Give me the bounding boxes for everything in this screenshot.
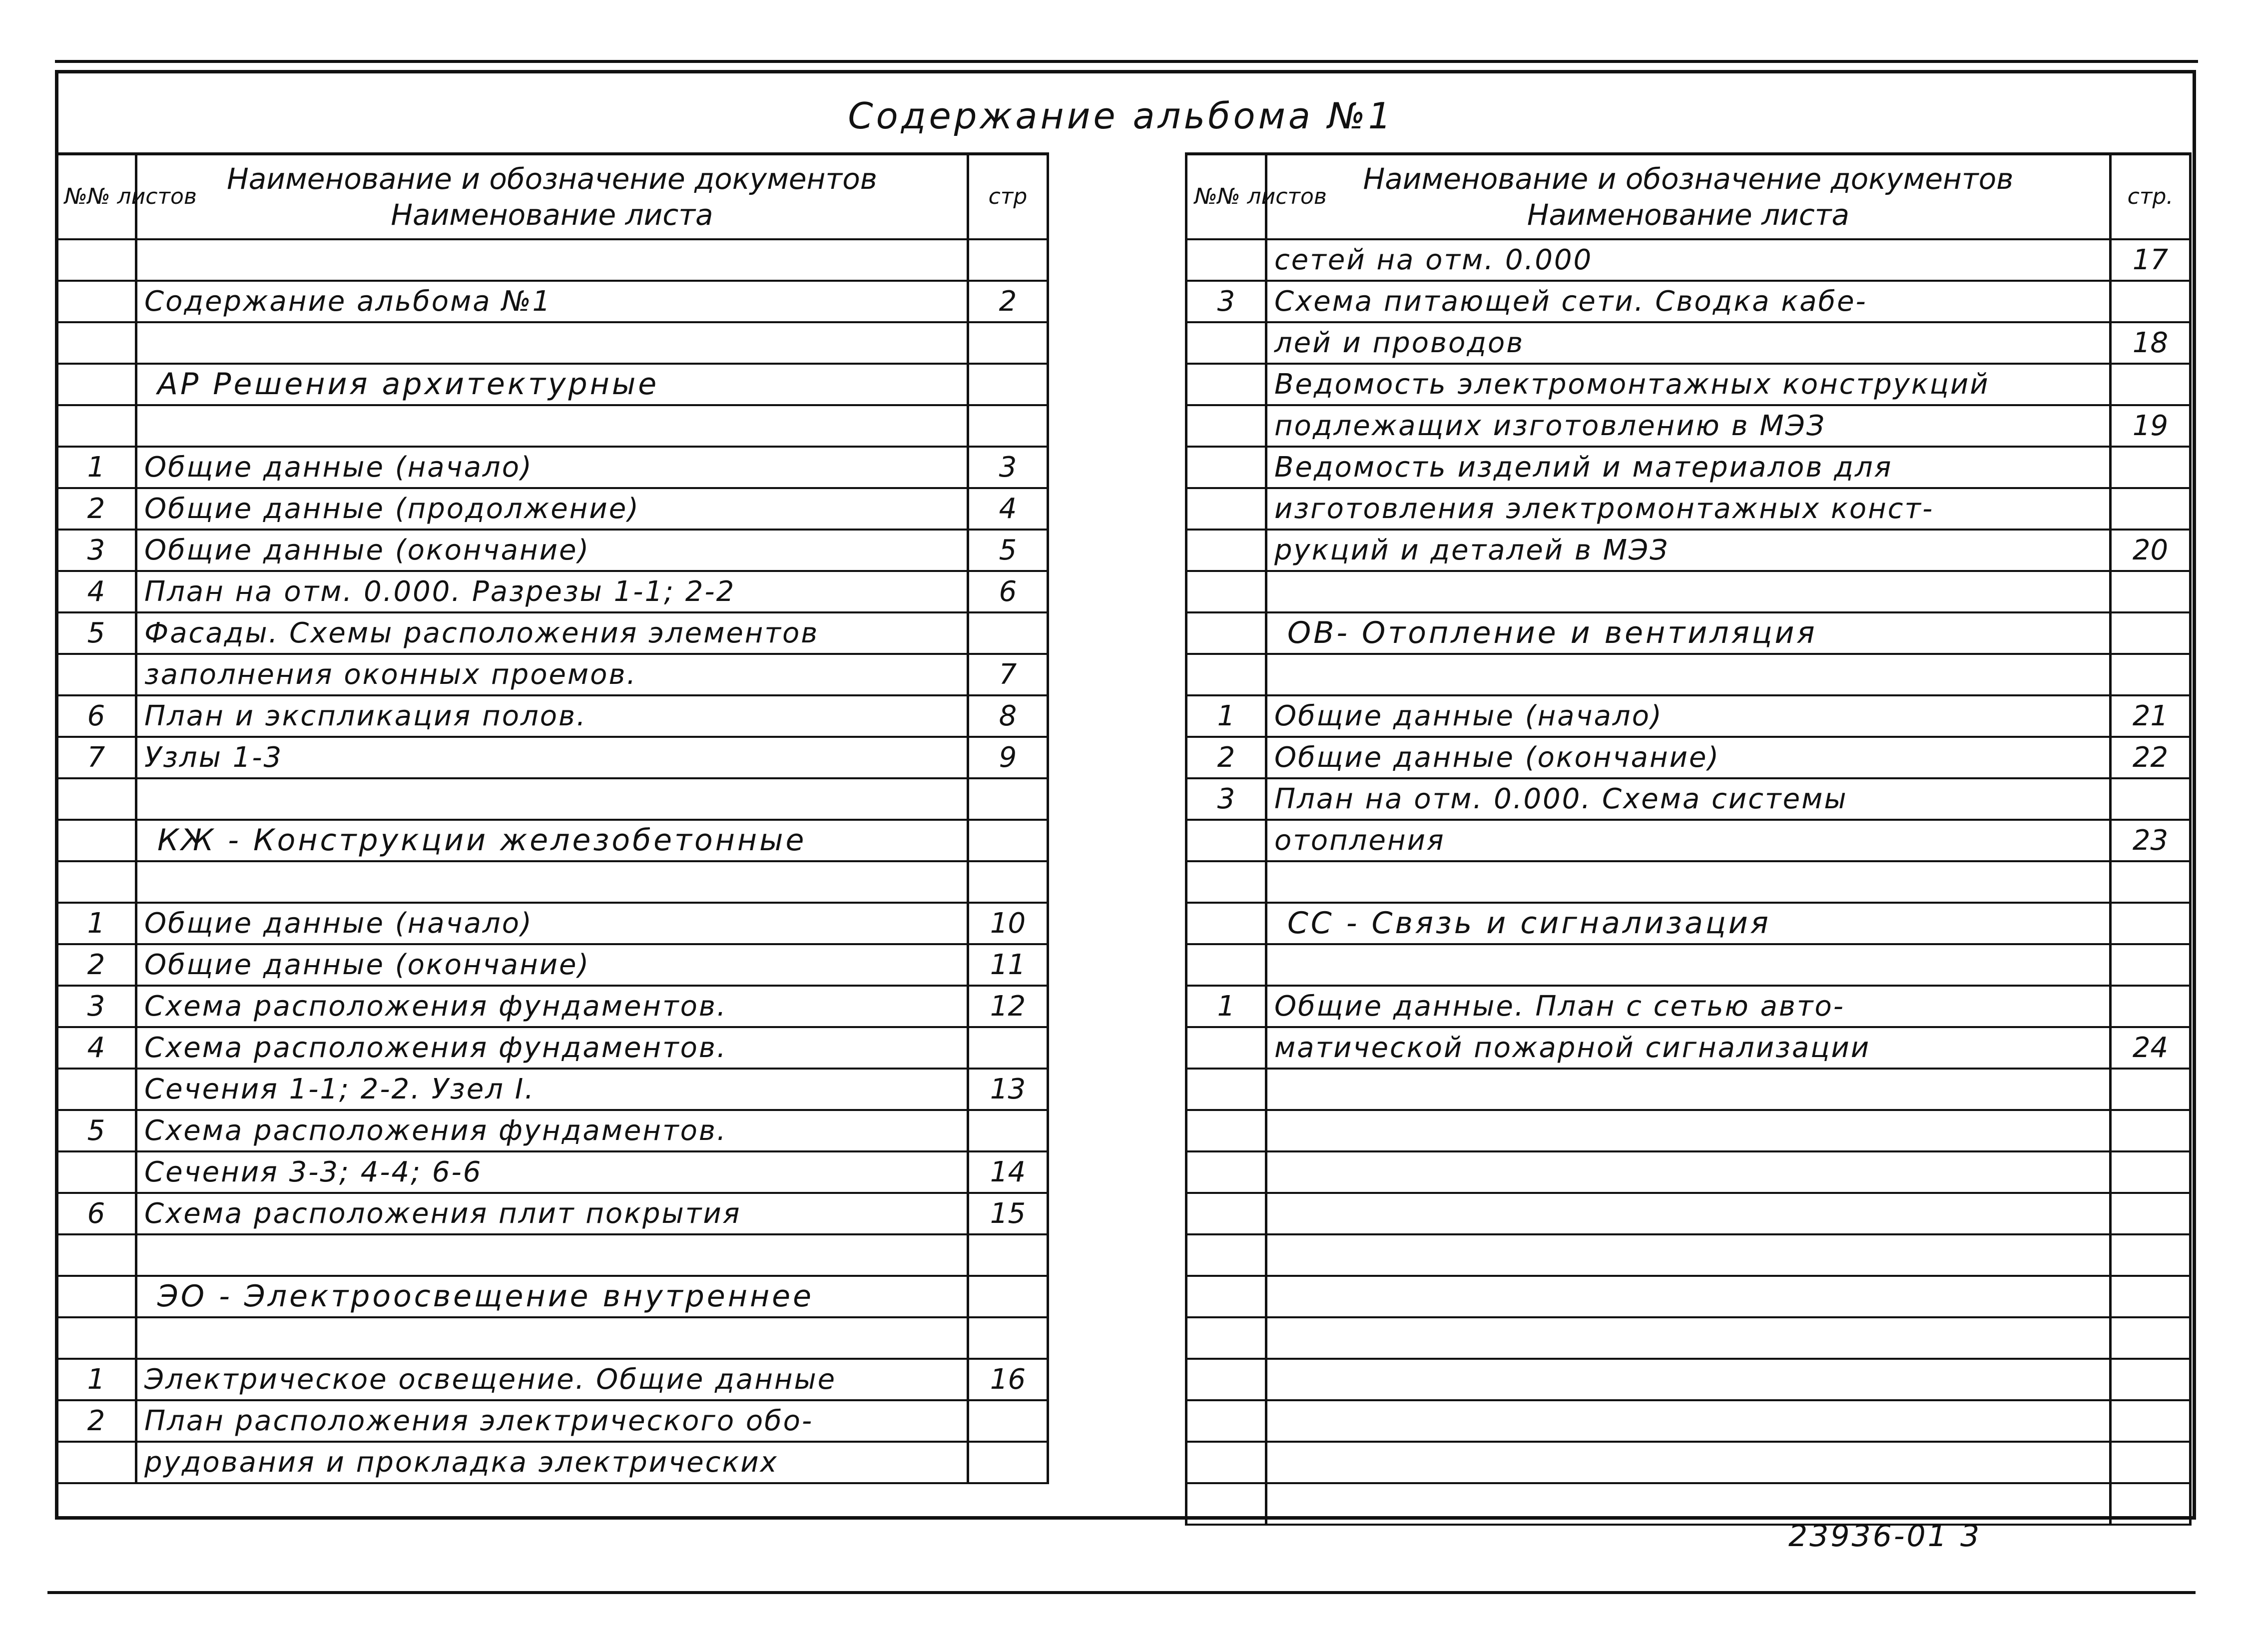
sheet-number-cell: 6 xyxy=(56,695,136,737)
table-row xyxy=(1186,447,2191,488)
page-number-cell xyxy=(2111,654,2191,695)
sheet-name-cell: ОВ- Отопление и вентиляция xyxy=(1266,612,2111,654)
sheet-number-cell: 1 xyxy=(56,1359,136,1400)
table-row xyxy=(1186,1317,2191,1359)
page-number-cell xyxy=(968,1400,1048,1442)
page-number-cell xyxy=(2111,612,2191,654)
page-number-cell xyxy=(2111,1069,2191,1110)
sheet-name-cell: заполнения оконных проемов. xyxy=(136,654,968,695)
table-row xyxy=(56,322,1048,364)
sheet-name-cell: Сечения 3-3; 4-4; 6-6 xyxy=(136,1151,968,1193)
sheet-number-cell xyxy=(56,239,136,281)
table-row xyxy=(56,903,1048,944)
sheet-number-cell xyxy=(1186,1110,1266,1151)
sheet-name-cell: СС - Связь и сигнализация xyxy=(1266,903,2111,944)
sheet-name-cell: ЭО - Электроосвещение внутреннее xyxy=(136,1276,968,1317)
page-number-cell xyxy=(968,364,1048,405)
contents-table-left xyxy=(55,152,1049,1484)
sheet-number-cell xyxy=(56,1069,136,1110)
page-number-cell xyxy=(968,778,1048,820)
table-row xyxy=(56,1359,1048,1400)
page-number-cell xyxy=(2111,1359,2191,1400)
header-sheet-number: №№ листов xyxy=(56,154,136,239)
table-row xyxy=(1186,737,2191,778)
page-number-cell xyxy=(2111,1483,2191,1525)
sheet-name-cell: Содержание альбома №1 xyxy=(136,281,968,322)
sheet-number-cell xyxy=(56,322,136,364)
page-number-cell xyxy=(968,1317,1048,1359)
page-number-cell xyxy=(2111,1110,2191,1151)
page-number-cell: 24 xyxy=(2111,1027,2191,1069)
sheet-name-cell: матической пожарной сигнализации xyxy=(1266,1027,2111,1069)
sheet-number-cell xyxy=(1186,654,1266,695)
section-row xyxy=(56,1276,1048,1317)
page-number-cell xyxy=(2111,1276,2191,1317)
sheet-number-cell xyxy=(1186,322,1266,364)
sheet-number-cell xyxy=(1186,405,1266,447)
page-number-cell: 3 xyxy=(968,447,1048,488)
sheet-name-cell xyxy=(1266,1193,2111,1234)
table-row xyxy=(1186,1276,2191,1317)
page-number-cell: 8 xyxy=(968,695,1048,737)
sheet-number-cell: 1 xyxy=(1186,986,1266,1027)
sheet-number-cell xyxy=(1186,1276,1266,1317)
document-code: 23936-01 3 xyxy=(1788,1519,1982,1554)
sheet-name-cell: подлежащих изготовлению в МЭЗ xyxy=(1266,405,2111,447)
sheet-number-cell: 2 xyxy=(56,1400,136,1442)
table-row xyxy=(1186,281,2191,322)
sheet-number-cell xyxy=(56,1151,136,1193)
sheet-name-cell: Фасады. Схемы расположения элементов xyxy=(136,612,968,654)
page-number-cell xyxy=(968,1276,1048,1317)
page-number-cell xyxy=(2111,1151,2191,1193)
header-page: стр xyxy=(968,154,1048,239)
sheet-name-cell: изготовления электромонтажных конст- xyxy=(1266,488,2111,530)
section-row xyxy=(1186,903,2191,944)
table-row xyxy=(1186,571,2191,612)
page-number-cell xyxy=(2111,1234,2191,1276)
header-name-line2: Наименование листа xyxy=(1527,198,1850,232)
page-number-cell: 5 xyxy=(968,530,1048,571)
page-number-cell: 6 xyxy=(968,571,1048,612)
table-row xyxy=(56,654,1048,695)
sheet-number-cell: 3 xyxy=(56,530,136,571)
table-body-right xyxy=(1186,239,2191,1525)
sheet-name-cell: Общие данные (начало) xyxy=(136,447,968,488)
sheet-number-cell: 1 xyxy=(56,903,136,944)
sheet-name-cell: Общие данные. План с сетью авто- xyxy=(1266,986,2111,1027)
table-row xyxy=(1186,1483,2191,1525)
table-row xyxy=(1186,1110,2191,1151)
table-row xyxy=(1186,820,2191,861)
page-number-cell xyxy=(968,405,1048,447)
sheet-name-cell: КЖ - Конструкции железобетонные xyxy=(136,820,968,861)
sheet-name-cell xyxy=(136,1317,968,1359)
sheet-number-cell xyxy=(1186,944,1266,986)
sheet-number-cell xyxy=(1186,1193,1266,1234)
sheet-number-cell xyxy=(1186,612,1266,654)
sheet-name-cell xyxy=(136,239,968,281)
header-document-name xyxy=(136,154,968,239)
sheet-number-cell: 2 xyxy=(56,944,136,986)
sheet-name-cell: Общие данные (продолжение) xyxy=(136,488,968,530)
sheet-name-cell: План и экспликация полов. xyxy=(136,695,968,737)
sheet-name-cell: отопления xyxy=(1266,820,2111,861)
page-title: Содержание альбома №1 xyxy=(848,95,1394,137)
page-number-cell xyxy=(968,1442,1048,1483)
sheet-number-cell xyxy=(1186,530,1266,571)
page-number-cell xyxy=(968,239,1048,281)
page-number-cell: 22 xyxy=(2111,737,2191,778)
table-row xyxy=(56,737,1048,778)
table-body-left xyxy=(56,239,1048,1483)
sheet-name-cell xyxy=(1266,1276,2111,1317)
page-number-cell: 7 xyxy=(968,654,1048,695)
table-row xyxy=(1186,364,2191,405)
table-row xyxy=(56,1193,1048,1234)
sheet-name-cell xyxy=(136,1234,968,1276)
sheet-name-cell: Ведомость электромонтажных конструкций xyxy=(1266,364,2111,405)
table-row xyxy=(1186,1151,2191,1193)
sheet-name-cell: лей и проводов xyxy=(1266,322,2111,364)
table-row xyxy=(56,1027,1048,1069)
table-row xyxy=(1186,1400,2191,1442)
sheet-number-cell: 5 xyxy=(56,612,136,654)
sheet-number-cell xyxy=(1186,1442,1266,1483)
sheet-number-cell xyxy=(1186,488,1266,530)
section-row xyxy=(56,364,1048,405)
page-number-cell xyxy=(2111,447,2191,488)
table-row xyxy=(1186,944,2191,986)
header-document-name xyxy=(1266,154,2111,239)
table-row xyxy=(1186,488,2191,530)
header-name-line2: Наименование листа xyxy=(391,198,713,232)
sheet-number-cell xyxy=(1186,1151,1266,1193)
sheet-name-cell xyxy=(1266,1483,2111,1525)
sheet-name-cell: Электрическое освещение. Общие данные xyxy=(136,1359,968,1400)
table-row xyxy=(56,1317,1048,1359)
page-number-cell: 19 xyxy=(2111,405,2191,447)
sheet-number-cell xyxy=(1186,820,1266,861)
page-number-cell xyxy=(968,861,1048,903)
sheet-number-cell: 6 xyxy=(56,1193,136,1234)
page-number-cell xyxy=(2111,1193,2191,1234)
sheet-name-cell: рукций и деталей в МЭЗ xyxy=(1266,530,2111,571)
contents-table-right xyxy=(1185,152,2192,1526)
sheet-number-cell xyxy=(56,405,136,447)
sheet-name-cell xyxy=(1266,861,2111,903)
page-number-cell xyxy=(2111,903,2191,944)
sheet-name-cell xyxy=(136,322,968,364)
page-number-cell: 18 xyxy=(2111,322,2191,364)
header-name-line1: Наименование и обозначение документов xyxy=(227,162,877,196)
sheet-number-cell: 2 xyxy=(1186,737,1266,778)
sheet-number-cell: 7 xyxy=(56,737,136,778)
sheet-name-cell: Схема расположения фундаментов. xyxy=(136,986,968,1027)
sheet-number-cell xyxy=(1186,1027,1266,1069)
table-row xyxy=(56,488,1048,530)
sheet-name-cell: сетей на отм. 0.000 xyxy=(1266,239,2111,281)
page-number-cell xyxy=(968,1027,1048,1069)
table-row xyxy=(56,1234,1048,1276)
table-row xyxy=(1186,778,2191,820)
sheet-name-cell xyxy=(136,778,968,820)
table-row xyxy=(1186,530,2191,571)
sheet-number-cell: 1 xyxy=(1186,695,1266,737)
sheet-name-cell: Сечения 1-1; 2-2. Узел I. xyxy=(136,1069,968,1110)
table-row xyxy=(1186,239,2191,281)
page-number-cell xyxy=(968,322,1048,364)
page-number-cell xyxy=(968,820,1048,861)
page-number-cell xyxy=(968,1234,1048,1276)
sheet-number-cell xyxy=(56,778,136,820)
page-number-cell: 16 xyxy=(968,1359,1048,1400)
sheet-name-cell: Общие данные (начало) xyxy=(136,903,968,944)
sheet-number-cell xyxy=(56,281,136,322)
sheet-number-cell: 5 xyxy=(56,1110,136,1151)
header-name-line1: Наименование и обозначение документов xyxy=(1363,162,2014,196)
sheet-name-cell: План на отм. 0.000. Разрезы 1-1; 2-2 xyxy=(136,571,968,612)
page-number-cell: 17 xyxy=(2111,239,2191,281)
sheet-number-cell xyxy=(1186,1234,1266,1276)
table-row xyxy=(1186,405,2191,447)
table-row xyxy=(56,1442,1048,1483)
sheet-name-cell: Схема расположения плит покрытия xyxy=(136,1193,968,1234)
page-number-cell xyxy=(2111,364,2191,405)
sheet-name-cell xyxy=(1266,1442,2111,1483)
sheet-name-cell: Общие данные (окончание) xyxy=(136,944,968,986)
sheet-name-cell xyxy=(1266,1359,2111,1400)
sheet-name-cell: Схема расположения фундаментов. xyxy=(136,1027,968,1069)
sheet-name-cell xyxy=(1266,1069,2111,1110)
table-row xyxy=(1186,861,2191,903)
sheet-number-cell: 4 xyxy=(56,1027,136,1069)
sheet-number-cell xyxy=(1186,571,1266,612)
sheet-name-cell: Узлы 1-3 xyxy=(136,737,968,778)
table-row xyxy=(56,986,1048,1027)
table-row xyxy=(1186,1193,2191,1234)
sheet-number-cell xyxy=(1186,239,1266,281)
page-number-cell xyxy=(2111,861,2191,903)
table-row xyxy=(1186,654,2191,695)
sheet-name-cell xyxy=(1266,654,2111,695)
sheet-name-cell: План расположения электрического обо- xyxy=(136,1400,968,1442)
sheet-number-cell: 1 xyxy=(56,447,136,488)
page-number-cell: 4 xyxy=(968,488,1048,530)
page-number-cell: 10 xyxy=(968,903,1048,944)
sheet-number-cell xyxy=(1186,1317,1266,1359)
table-row xyxy=(56,695,1048,737)
page-number-cell xyxy=(2111,571,2191,612)
sheet-number-cell xyxy=(56,1276,136,1317)
table-header-row xyxy=(1186,154,2191,239)
sheet-number-cell xyxy=(1186,447,1266,488)
sheet-name-cell: Общие данные (окончание) xyxy=(136,530,968,571)
sheet-number-cell: 2 xyxy=(56,488,136,530)
page-number-cell: 12 xyxy=(968,986,1048,1027)
sheet-number-cell xyxy=(1186,1400,1266,1442)
table-row xyxy=(56,447,1048,488)
sheet-name-cell: Общие данные (окончание) xyxy=(1266,737,2111,778)
page-number-cell xyxy=(2111,944,2191,986)
sheet-number-cell xyxy=(56,654,136,695)
sheet-name-cell xyxy=(1266,1110,2111,1151)
section-row xyxy=(56,820,1048,861)
sheet-number-cell: 3 xyxy=(1186,778,1266,820)
table-row xyxy=(56,861,1048,903)
table-row xyxy=(56,1400,1048,1442)
sheet-number-cell xyxy=(1186,364,1266,405)
page-number-cell: 13 xyxy=(968,1069,1048,1110)
table-row xyxy=(56,239,1048,281)
table-row xyxy=(1186,695,2191,737)
sheet-name-cell xyxy=(136,861,968,903)
page-number-cell xyxy=(2111,281,2191,322)
sheet-name-cell: рудования и прокладка электрических xyxy=(136,1442,968,1483)
sheet-name-cell: Общие данные (начало) xyxy=(1266,695,2111,737)
page-number-cell xyxy=(2111,488,2191,530)
sheet-number-cell xyxy=(1186,1483,1266,1525)
table-row xyxy=(1186,986,2191,1027)
sheet-number-cell xyxy=(1186,903,1266,944)
sheet-number-cell: 3 xyxy=(1186,281,1266,322)
sheet-name-cell: Схема расположения фундаментов. xyxy=(136,1110,968,1151)
sheet-name-cell: Схема питающей сети. Сводка кабе- xyxy=(1266,281,2111,322)
top-border-line xyxy=(55,60,2198,63)
page-number-cell xyxy=(2111,1442,2191,1483)
sheet-name-cell xyxy=(1266,1151,2111,1193)
bottom-border-line xyxy=(47,1591,2196,1594)
page-number-cell: 15 xyxy=(968,1193,1048,1234)
sheet-number-cell xyxy=(56,1442,136,1483)
page-number-cell xyxy=(2111,986,2191,1027)
table-row xyxy=(1186,1069,2191,1110)
sheet-number-cell: 4 xyxy=(56,571,136,612)
page-number-cell: 21 xyxy=(2111,695,2191,737)
sheet-number-cell xyxy=(1186,861,1266,903)
sheet-name-cell: Ведомость изделий и материалов для xyxy=(1266,447,2111,488)
sheet-name-cell xyxy=(136,405,968,447)
sheet-name-cell xyxy=(1266,1317,2111,1359)
sheet-number-cell xyxy=(56,861,136,903)
table-row xyxy=(1186,1442,2191,1483)
table-row xyxy=(56,571,1048,612)
sheet-name-cell xyxy=(1266,571,2111,612)
table-row xyxy=(56,778,1048,820)
table-row xyxy=(56,1151,1048,1193)
page-number-cell xyxy=(968,612,1048,654)
page-number-cell: 23 xyxy=(2111,820,2191,861)
table-row xyxy=(1186,1027,2191,1069)
sheet-number-cell xyxy=(56,364,136,405)
page-number-cell: 11 xyxy=(968,944,1048,986)
sheet-number-cell xyxy=(1186,1069,1266,1110)
section-row xyxy=(1186,612,2191,654)
page-number-cell xyxy=(968,1110,1048,1151)
table-header-row xyxy=(56,154,1048,239)
sheet-number-cell xyxy=(1186,1359,1266,1400)
table-row xyxy=(1186,1359,2191,1400)
table-row xyxy=(1186,1234,2191,1276)
page-number-cell xyxy=(2111,1400,2191,1442)
header-page: стр. xyxy=(2111,154,2191,239)
sheet-number-cell xyxy=(56,1234,136,1276)
header-sheet-number: №№ листов xyxy=(1186,154,1266,239)
table-row xyxy=(1186,322,2191,364)
table-row xyxy=(56,405,1048,447)
table-row xyxy=(56,612,1048,654)
table-row xyxy=(56,1069,1048,1110)
sheet-number-cell: 3 xyxy=(56,986,136,1027)
sheet-number-cell xyxy=(56,1317,136,1359)
sheet-name-cell xyxy=(1266,1234,2111,1276)
page-number-cell: 2 xyxy=(968,281,1048,322)
page-number-cell: 14 xyxy=(968,1151,1048,1193)
table-row xyxy=(56,944,1048,986)
sheet-number-cell xyxy=(56,820,136,861)
table-row xyxy=(56,1110,1048,1151)
page-number-cell: 20 xyxy=(2111,530,2191,571)
sheet-name-cell xyxy=(1266,1400,2111,1442)
table-row xyxy=(56,530,1048,571)
table-row xyxy=(56,281,1048,322)
sheet-name-cell xyxy=(1266,944,2111,986)
sheet-name-cell: АР Решения архитектурные xyxy=(136,364,968,405)
page-number-cell: 9 xyxy=(968,737,1048,778)
page-number-cell xyxy=(2111,778,2191,820)
sheet-name-cell: План на отм. 0.000. Схема системы xyxy=(1266,778,2111,820)
page-number-cell xyxy=(2111,1317,2191,1359)
